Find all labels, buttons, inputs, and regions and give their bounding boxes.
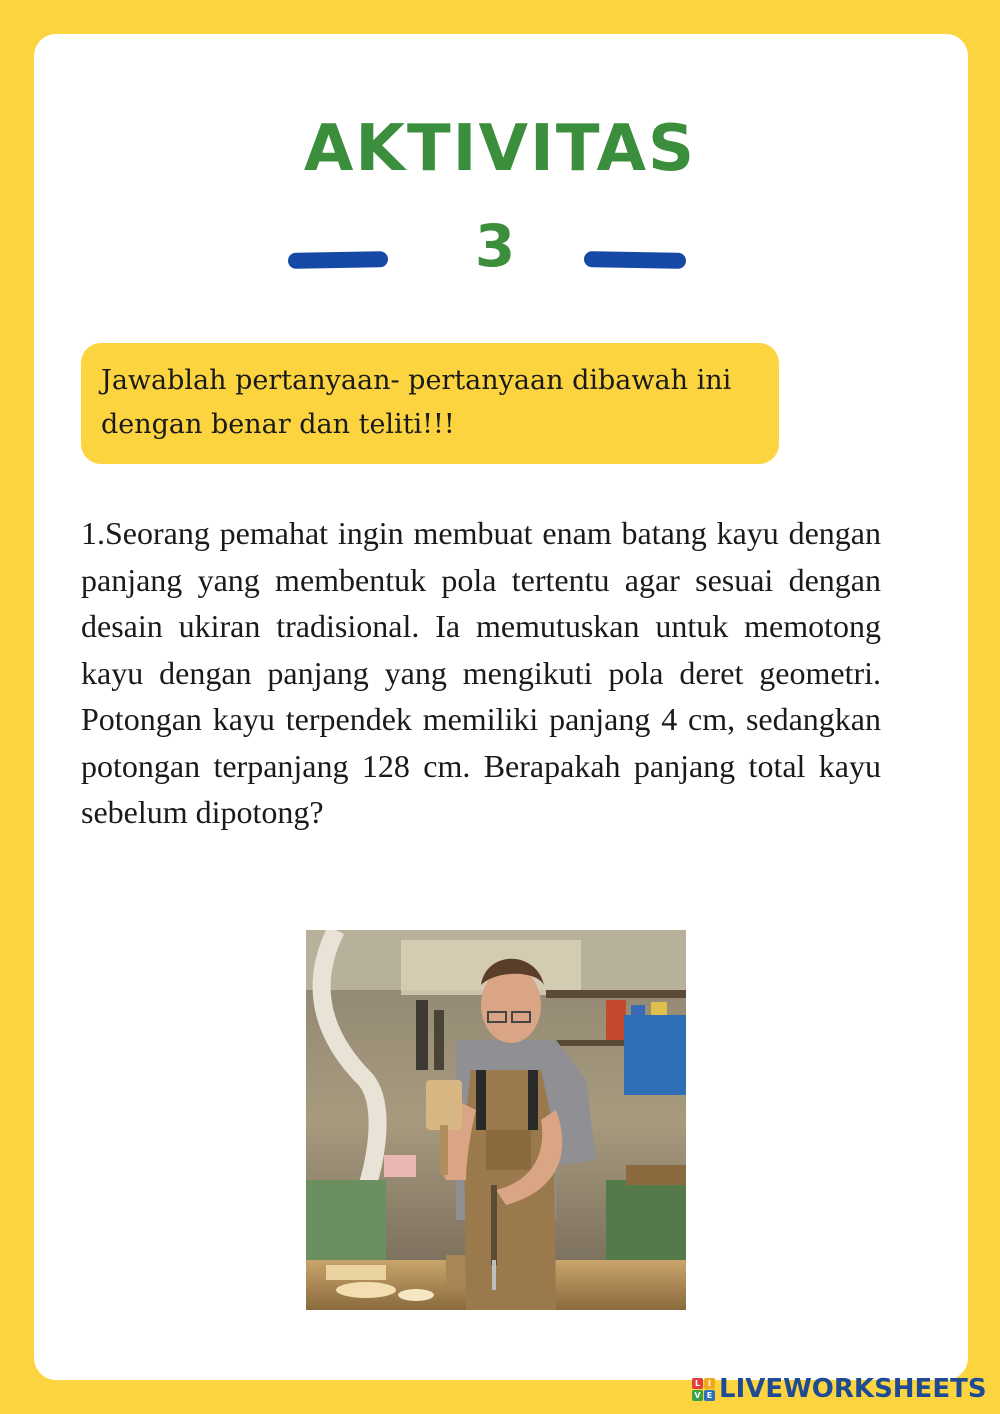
instruction-box: Jawablah pertanyaan- pertanyaan dibawah ini dengan benar dan teliti!!! [81,343,779,464]
right-dash-decoration [584,251,686,269]
liveworksheets-logo-text: LIVEWORKSHEETS [719,1374,987,1404]
logo-letter-v: V [692,1390,703,1401]
logo-letter-l: L [692,1378,703,1389]
logo-letter-e: E [704,1390,715,1401]
question-text: 1.Seorang pemahat ingin membuat enam batang kayu dengan panjang yang membentuk pola tertentu agar sesuai dengan desain ukiran tradisional. Ia memutuskan untuk memotong kayu dengan panjang yang mengikuti pola deret geometri. Potongan kayu terpendek memiliki panjang 4 cm, sedangkan potongan terpanjang 128 cm. Berapakah panjang total kayu sebelum dipotong? [81,515,881,830]
logo-letter-i: I [704,1378,715,1389]
liveworksheets-logo [692,1374,987,1404]
page-title: AKTIVITAS [303,112,697,186]
left-dash-decoration [288,251,388,269]
activity-number-row [0,212,1000,292]
carpenter-photo [306,930,686,1310]
activity-number: 3 [474,212,516,280]
liveworksheets-logo-icon [692,1378,715,1401]
